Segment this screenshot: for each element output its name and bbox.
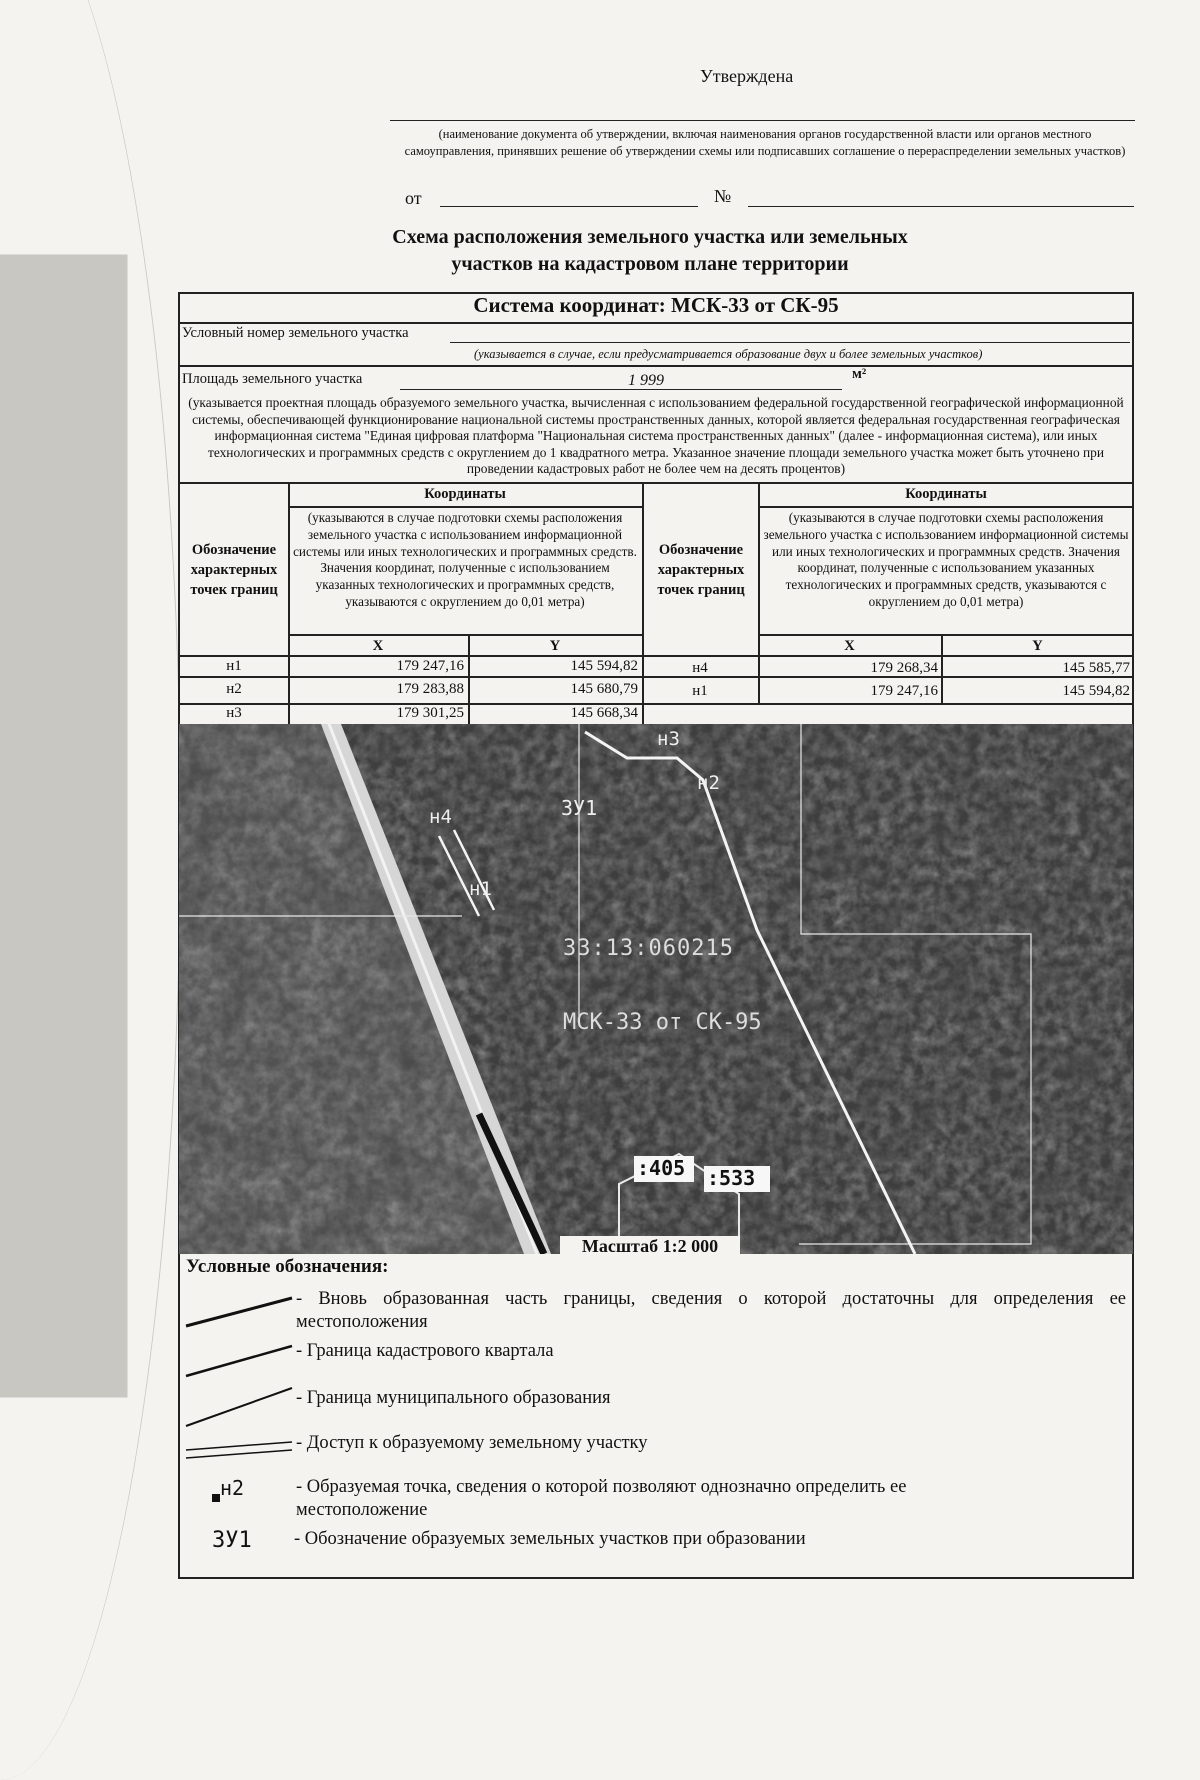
table-row-point: н3 [226,705,242,721]
point-header-right: Обозначение характерных точек границ [657,542,745,598]
legend-item-quarter-boundary: - Граница кадастрового квартала [296,1341,554,1361]
row-line [758,506,1134,508]
legend-parcel-sample: ЗУ1 [212,1528,252,1553]
legend-title: Условные обозначения: [186,1256,389,1277]
legend-item-access: - Доступ к образуемому земельному участку [296,1433,648,1453]
table-row-y: 145 594,82 [1062,683,1130,699]
legend-quarter-boundary-icon [184,1338,296,1382]
approved-label: Утверждена [700,66,794,86]
point-header-left: Обозначение характерных точек границ [190,542,278,598]
table-row-y: 145 680,79 [570,681,638,697]
legend-item-municipality-boundary: - Граница муниципального образования [296,1388,611,1408]
table-row-point: н4 [692,660,708,676]
area-label: Площадь земельного участка [182,371,363,387]
table-row-y: 145 585,77 [1062,660,1130,676]
conditional-number-line [450,342,1130,343]
legend-new-boundary-icon [184,1286,296,1332]
map-quarter-number: 33:13:060215 [563,936,734,961]
table-row-point: н2 [226,681,242,697]
area-line [400,389,842,390]
x-header-right: X [844,638,855,654]
map-point-n2: н2 [697,772,720,794]
conditional-number-note: (указывается в случае, если предусматривается образование двух и более земельных участков) [474,347,983,361]
area-value: 1 999 [628,372,664,389]
map-point-n4: н4 [429,806,452,828]
divider [178,365,1134,367]
neighbor-parcel-405: :405 [637,1156,686,1180]
conditional-number-label: Условный номер земельного участка [182,325,409,341]
coords-note-right: (указываются в случае подготовки схемы расположения земельного участка с использованием информационной системы или иных технологических и программных средств. Значения координат, полученные с использованием указанных технологических и программных средств, указываются с округлением до 0,01 метра) [763,510,1129,609]
page-edge-shadow [0,0,181,1780]
document-title-line1: Схема расположения земельного участка или земельных [392,226,908,248]
coords-note-left: (указываются в случае подготовки схемы расположения земельного участка с использованием информационной системы или иных технологических и программных средств. Значения координат, полученные с использованием указанных технологических и программных средств, указываются с округлением до 0,01 метра) [293,510,637,609]
map-parcel-label: ЗУ1 [561,796,598,820]
legend-item-formed-point: - Образуемая точка, сведения о которой позволяют однозначно определить ее местоположение [296,1477,907,1520]
coords-header-right: Координаты [905,486,987,502]
table-row-x: 179 283,88 [396,681,464,697]
legend-point-sample: н2 [220,1476,245,1500]
row-line [288,506,642,508]
area-unit: м² [852,366,867,382]
neighbor-parcel-533: :533 [707,1166,756,1190]
table-row-y: 145 668,34 [570,705,638,721]
legend-point-marker-icon [212,1494,220,1502]
legend-item-parcel-designation: - Обозначение образуемых земельных участков при образовании [294,1529,806,1549]
number-line [748,206,1134,207]
legend-municipality-boundary-icon [184,1382,296,1432]
table-row-x: 179 268,34 [870,660,938,676]
legend-access-icon [184,1432,296,1462]
table-row-y: 145 594,82 [570,658,638,674]
legend-item-new-boundary: - Вновь образованная часть границы, сведения о которой достаточны для определения ее местоположения [296,1289,1126,1332]
table-row-point: н1 [692,683,708,699]
coords-header-left: Координаты [424,486,506,502]
map-point-n3: н3 [657,728,680,750]
map-coordinate-system: МСК-33 от СК-95 [563,1010,762,1035]
number-label: № [714,186,732,206]
map-point-n1: н1 [469,878,492,900]
x-header-left: X [372,638,384,654]
approval-line [390,120,1135,121]
document-title-line2: участков на кадастровом плане территории [451,253,849,275]
y-header-left: Y [549,638,561,654]
table-row-point: н1 [226,658,242,674]
table-row-x: 179 301,25 [396,705,464,721]
date-label: от [405,188,422,208]
area-note: (указывается проектная площадь образуемого земельного участка, вычисленная с использованием федеральной государственной географической информационной системы, обеспечивающей функционирование национальной системы пространственных данных, которой является федеральная государственная географическая информационная система "Единая цифровая платформа "Национальная система пространственных данных" (далее - информационная система), или иных технологических и программных средств с округлением до 1 квадратного метра. Указанное значение площади земельного участка может быть уточнено при проведении кадастровых работ не более чем на десять процентов) [188,395,1124,477]
date-line [440,206,698,207]
table-row-x: 179 247,16 [396,658,464,674]
approval-note: (наименование документа об утверждении, включая наименования органов государственной власти или органов местного самоуправления, принявших решение об утверждении схемы или подписавших соглашение о перераспределении земельных участков) [404,127,1126,158]
aerial-map [179,724,1133,1254]
map-scale: Масштаб 1:2 000 [560,1236,740,1257]
y-header-right: Y [1032,638,1043,654]
divider [178,322,1134,324]
coordinate-system: Система координат: МСК-33 от СК-95 [473,293,839,317]
table-row-x: 179 247,16 [870,683,938,699]
